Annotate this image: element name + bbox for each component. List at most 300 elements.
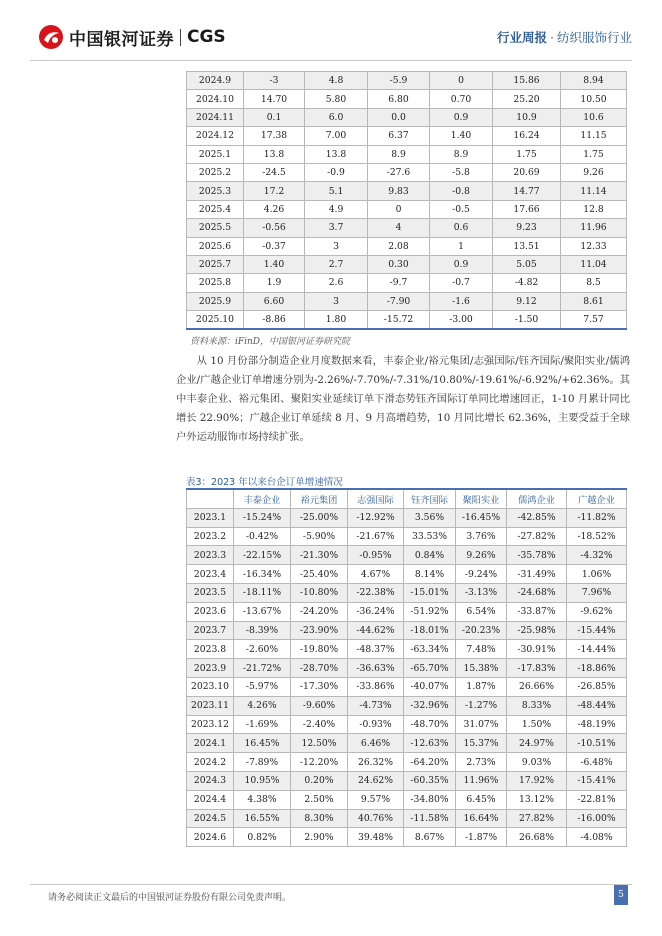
table-cell: 7.96% bbox=[567, 583, 627, 602]
table-cell: -18.52% bbox=[567, 527, 627, 546]
table-cell: 7.48% bbox=[456, 640, 507, 659]
table-cell: 1.87% bbox=[456, 677, 507, 696]
row-month-cell: 2025.4 bbox=[187, 200, 244, 218]
table-cell: -10.80% bbox=[291, 583, 348, 602]
logo-english-name: CGS bbox=[187, 27, 226, 47]
table-cell: 8.9 bbox=[430, 145, 493, 163]
table-cell: 12.8 bbox=[561, 200, 627, 218]
table-cell: -10.51% bbox=[567, 734, 627, 753]
table-cell: 1.9 bbox=[244, 274, 305, 292]
table-row bbox=[187, 200, 627, 218]
table-cell: -5.90% bbox=[291, 527, 348, 546]
table-cell: 1.40 bbox=[430, 127, 493, 145]
table-cell: 12.50% bbox=[291, 734, 348, 753]
column-header: 儒鸿企业 bbox=[507, 489, 567, 508]
table-cell: -8.39% bbox=[234, 621, 291, 640]
table-cell: 2.6 bbox=[305, 274, 368, 292]
table-cell: -64.20% bbox=[404, 753, 456, 772]
row-month-cell: 2025.2 bbox=[187, 163, 244, 181]
logo-divider bbox=[180, 29, 181, 46]
table-cell: 1.75 bbox=[493, 145, 561, 163]
table-cell: -21.67% bbox=[348, 527, 404, 546]
header-blank-cell bbox=[187, 489, 234, 508]
row-month-cell: 2023.1 bbox=[187, 508, 234, 527]
company-logo bbox=[38, 23, 226, 51]
table-cell: 2.08 bbox=[368, 237, 430, 255]
table-cell: -63.34% bbox=[404, 640, 456, 659]
table-cell: -0.7 bbox=[430, 274, 493, 292]
table-cell: 20.69 bbox=[493, 163, 561, 181]
table-cell: 6.45% bbox=[456, 790, 507, 809]
row-month-cell: 2025.1 bbox=[187, 145, 244, 163]
table-cell: 9.83 bbox=[368, 182, 430, 200]
industry-name: 纺织服饰行业 bbox=[556, 30, 632, 45]
table-cell: 4 bbox=[368, 219, 430, 237]
table-cell: -22.81% bbox=[567, 790, 627, 809]
analysis-paragraph: 从 10 月份部分制造企业月度数据来看，丰泰企业/裕元集团/志强国际/钰齐国际/聚阳实业/儒鸿企业/广越企业订单增速分别为-2.26%/-7.70%/-7.31%/10.80%/-19.61%/-6.92%/+62.36%。其中丰泰企业、裕元集团、聚阳实业延续订单下滑态势钰齐国际订单同比增速回正，1-10 月累计同比增长 22.90%；广越企业订单延续 8 月、9 月高增趋势，10 月同比增长 62.36%，主要受益于全球户外运动服饰市场持续扩张。 bbox=[176, 355, 630, 443]
table-row bbox=[187, 640, 627, 659]
table-cell: 8.5 bbox=[561, 274, 627, 292]
table-cell: 13.8 bbox=[244, 145, 305, 163]
table-cell: 6.0 bbox=[305, 108, 368, 126]
table-cell: -18.11% bbox=[234, 583, 291, 602]
table-cell: -36.24% bbox=[348, 602, 404, 621]
table-cell: 8.14% bbox=[404, 565, 456, 584]
table-row bbox=[187, 127, 627, 145]
table-cell: 9.26% bbox=[456, 546, 507, 565]
table-cell: -15.41% bbox=[567, 771, 627, 790]
table-cell: -1.50 bbox=[493, 311, 561, 330]
table-row bbox=[187, 72, 627, 90]
report-type: 行业周报 bbox=[496, 30, 547, 45]
table-cell: 10.6 bbox=[561, 108, 627, 126]
table-cell: 3.7 bbox=[305, 219, 368, 237]
table-cell: 8.33% bbox=[507, 696, 567, 715]
row-month-cell: 2023.10 bbox=[187, 677, 234, 696]
row-month-cell: 2024.11 bbox=[187, 108, 244, 126]
table-cell: -3 bbox=[244, 72, 305, 90]
table-cell: 14.77 bbox=[493, 182, 561, 200]
table-cell: -24.20% bbox=[291, 602, 348, 621]
table-cell: 27.82% bbox=[507, 809, 567, 828]
table-cell: 11.14 bbox=[561, 182, 627, 200]
table-cell: -16.45% bbox=[456, 508, 507, 527]
table-cell: 0 bbox=[368, 200, 430, 218]
table-cell: 8.94 bbox=[561, 72, 627, 90]
row-month-cell: 2024.6 bbox=[187, 828, 234, 847]
table-cell: 24.97% bbox=[507, 734, 567, 753]
table-cell: 6.80 bbox=[368, 90, 430, 108]
table-cell: 0.82% bbox=[234, 828, 291, 847]
table-cell: -12.92% bbox=[348, 508, 404, 527]
table-cell: 1.80 bbox=[305, 311, 368, 330]
table-cell: 13.8 bbox=[305, 145, 368, 163]
row-month-cell: 2024.9 bbox=[187, 72, 244, 90]
table-cell: -1.87% bbox=[456, 828, 507, 847]
table-cell: 26.32% bbox=[348, 753, 404, 772]
table-cell: -11.82% bbox=[567, 508, 627, 527]
table-caption: 表3：2023 年以来台企订单增速情况 bbox=[186, 477, 343, 488]
table-cell: 4.9 bbox=[305, 200, 368, 218]
table-cell: -1.6 bbox=[430, 292, 493, 310]
row-month-cell: 2025.9 bbox=[187, 292, 244, 310]
table-row bbox=[187, 753, 627, 772]
table-row bbox=[187, 108, 627, 126]
table-cell: 24.62% bbox=[348, 771, 404, 790]
table-cell: -3.13% bbox=[456, 583, 507, 602]
table-cell: 0.30 bbox=[368, 255, 430, 273]
table-cell: -0.95% bbox=[348, 546, 404, 565]
table-cell: -31.49% bbox=[507, 565, 567, 584]
table-cell: 25.20 bbox=[493, 90, 561, 108]
table-cell: 4.8 bbox=[305, 72, 368, 90]
table-cell: 0.20% bbox=[291, 771, 348, 790]
row-month-cell: 2023.12 bbox=[187, 715, 234, 734]
table-cell: -44.62% bbox=[348, 621, 404, 640]
table-cell: 6.37 bbox=[368, 127, 430, 145]
table-cell: 13.12% bbox=[507, 790, 567, 809]
table-cell: 40.76% bbox=[348, 809, 404, 828]
table-cell: 8.9 bbox=[368, 145, 430, 163]
table-cell: 2.50% bbox=[291, 790, 348, 809]
table-cell: -65.70% bbox=[404, 659, 456, 678]
table-cell: -15.24% bbox=[234, 508, 291, 527]
table-cell: -27.6 bbox=[368, 163, 430, 181]
logo-chinese-name: 中国银河证券 bbox=[69, 29, 174, 50]
table-cell: -24.68% bbox=[507, 583, 567, 602]
table-cell: -60.35% bbox=[404, 771, 456, 790]
table-cell: -21.72% bbox=[234, 659, 291, 678]
row-month-cell: 2025.10 bbox=[187, 311, 244, 330]
row-month-cell: 2025.3 bbox=[187, 182, 244, 200]
row-month-cell: 2025.7 bbox=[187, 255, 244, 273]
table-cell: 16.24 bbox=[493, 127, 561, 145]
table-cell: 3.76% bbox=[456, 527, 507, 546]
table-cell: 9.03% bbox=[507, 753, 567, 772]
table-cell: 12.33 bbox=[561, 237, 627, 255]
table-cell: -36.63% bbox=[348, 659, 404, 678]
table-cell: -42.85% bbox=[507, 508, 567, 527]
row-month-cell: 2023.4 bbox=[187, 565, 234, 584]
table-cell: 17.92% bbox=[507, 771, 567, 790]
table-cell: 15.86 bbox=[493, 72, 561, 90]
column-header: 裕元集团 bbox=[291, 489, 348, 508]
monthly-data-table bbox=[186, 71, 627, 330]
table-cell: 0.84% bbox=[404, 546, 456, 565]
table-cell: -33.86% bbox=[348, 677, 404, 696]
table-cell: -24.5 bbox=[244, 163, 305, 181]
table-cell: 0.9 bbox=[430, 255, 493, 273]
table-cell: -48.37% bbox=[348, 640, 404, 659]
table-row bbox=[187, 715, 627, 734]
table-cell: -9.60% bbox=[291, 696, 348, 715]
table-row bbox=[187, 565, 627, 584]
table-cell: 4.26 bbox=[244, 200, 305, 218]
table-row bbox=[187, 219, 627, 237]
table-cell: 2.7 bbox=[305, 255, 368, 273]
column-header: 钰齐国际 bbox=[404, 489, 456, 508]
table-row bbox=[187, 508, 627, 527]
table-cell: -51.92% bbox=[404, 602, 456, 621]
row-month-cell: 2024.5 bbox=[187, 809, 234, 828]
table-cell: -18.01% bbox=[404, 621, 456, 640]
row-month-cell: 2024.12 bbox=[187, 127, 244, 145]
row-month-cell: 2023.2 bbox=[187, 527, 234, 546]
table-cell: -22.38% bbox=[348, 583, 404, 602]
table-cell: 9.57% bbox=[348, 790, 404, 809]
table-cell: -30.91% bbox=[507, 640, 567, 659]
table-cell: -0.5 bbox=[430, 200, 493, 218]
header-divider bbox=[30, 60, 632, 61]
table-cell: 11.96 bbox=[561, 219, 627, 237]
row-month-cell: 2023.6 bbox=[187, 602, 234, 621]
table-row bbox=[187, 583, 627, 602]
table-cell: 8.67% bbox=[404, 828, 456, 847]
table-cell: -0.93% bbox=[348, 715, 404, 734]
table-cell: 9.23 bbox=[493, 219, 561, 237]
table-cell: -5.8 bbox=[430, 163, 493, 181]
table-cell: -15.44% bbox=[567, 621, 627, 640]
table-cell: -16.00% bbox=[567, 809, 627, 828]
table-cell: -12.20% bbox=[291, 753, 348, 772]
table-cell: 26.66% bbox=[507, 677, 567, 696]
table-cell: -2.40% bbox=[291, 715, 348, 734]
table-cell: 1.40 bbox=[244, 255, 305, 273]
table-cell: 31.07% bbox=[456, 715, 507, 734]
table-cell: 17.38 bbox=[244, 127, 305, 145]
table-cell: 39.48% bbox=[348, 828, 404, 847]
table-cell: -12.63% bbox=[404, 734, 456, 753]
table-cell: -1.27% bbox=[456, 696, 507, 715]
table-cell: -0.42% bbox=[234, 527, 291, 546]
table-cell: -48.70% bbox=[404, 715, 456, 734]
table-cell: -40.07% bbox=[404, 677, 456, 696]
column-header: 广越企业 bbox=[567, 489, 627, 508]
table-cell: -19.80% bbox=[291, 640, 348, 659]
cgs-logo-icon bbox=[38, 24, 64, 50]
table-row bbox=[187, 828, 627, 847]
row-month-cell: 2024.10 bbox=[187, 90, 244, 108]
table-row bbox=[187, 659, 627, 678]
table-cell: 10.95% bbox=[234, 771, 291, 790]
row-month-cell: 2023.8 bbox=[187, 640, 234, 659]
table-cell: 11.04 bbox=[561, 255, 627, 273]
table-cell: 15.38% bbox=[456, 659, 507, 678]
table-cell: 1.06% bbox=[567, 565, 627, 584]
table-cell: -8.86 bbox=[244, 311, 305, 330]
table-cell: -16.34% bbox=[234, 565, 291, 584]
table-cell: 1 bbox=[430, 237, 493, 255]
table-cell: -21.30% bbox=[291, 546, 348, 565]
table-cell: 33.53% bbox=[404, 527, 456, 546]
table-row bbox=[187, 602, 627, 621]
table-cell: 16.45% bbox=[234, 734, 291, 753]
table-cell: -3.00 bbox=[430, 311, 493, 330]
table-cell: 8.61 bbox=[561, 292, 627, 310]
report-category bbox=[497, 28, 632, 46]
table-cell: 3 bbox=[305, 292, 368, 310]
table-row bbox=[187, 696, 627, 715]
table-cell: -9.62% bbox=[567, 602, 627, 621]
table-cell: -5.9 bbox=[368, 72, 430, 90]
table-cell: 0.0 bbox=[368, 108, 430, 126]
table-cell: 2.73% bbox=[456, 753, 507, 772]
table-row bbox=[187, 621, 627, 640]
row-month-cell: 2023.7 bbox=[187, 621, 234, 640]
disclaimer-note: 请务必阅读正文最后的中国银河证券股份有限公司免责声明。 bbox=[48, 893, 292, 903]
table-row bbox=[187, 527, 627, 546]
monthly-data-table-body bbox=[187, 72, 627, 330]
data-source-note: 资料来源：iFinD，中国银河证券研究院 bbox=[190, 337, 351, 347]
table-cell: -9.24% bbox=[456, 565, 507, 584]
table-cell: 5.80 bbox=[305, 90, 368, 108]
table-cell: -20.23% bbox=[456, 621, 507, 640]
table-cell: 4.38% bbox=[234, 790, 291, 809]
table-cell: -22.15% bbox=[234, 546, 291, 565]
table-row bbox=[187, 255, 627, 273]
footer-divider bbox=[30, 884, 632, 885]
table-cell: 7.00 bbox=[305, 127, 368, 145]
table-cell: 9.12 bbox=[493, 292, 561, 310]
table-cell: 0 bbox=[430, 72, 493, 90]
table-cell: 8.30% bbox=[291, 809, 348, 828]
table-cell: 3 bbox=[305, 237, 368, 255]
table-cell: -18.86% bbox=[567, 659, 627, 678]
table-cell: -4.73% bbox=[348, 696, 404, 715]
row-month-cell: 2023.3 bbox=[187, 546, 234, 565]
table-cell: -32.96% bbox=[404, 696, 456, 715]
table-cell: -28.70% bbox=[291, 659, 348, 678]
table-cell: -0.8 bbox=[430, 182, 493, 200]
table-cell: -33.87% bbox=[507, 602, 567, 621]
table-cell: 16.64% bbox=[456, 809, 507, 828]
table-cell: -48.19% bbox=[567, 715, 627, 734]
table-cell: -34.80% bbox=[404, 790, 456, 809]
table-cell: 15.37% bbox=[456, 734, 507, 753]
table-cell: -0.37 bbox=[244, 237, 305, 255]
table-row bbox=[187, 771, 627, 790]
table-cell: 16.55% bbox=[234, 809, 291, 828]
table-cell: -27.82% bbox=[507, 527, 567, 546]
taiwan-orders-table-body bbox=[187, 508, 627, 846]
table-cell: -5.97% bbox=[234, 677, 291, 696]
row-month-cell: 2024.3 bbox=[187, 771, 234, 790]
column-header: 志强国际 bbox=[348, 489, 404, 508]
row-month-cell: 2023.9 bbox=[187, 659, 234, 678]
table-cell: -14.44% bbox=[567, 640, 627, 659]
table-cell: 13.51 bbox=[493, 237, 561, 255]
table-cell: -4.32% bbox=[567, 546, 627, 565]
table-cell: 2.90% bbox=[291, 828, 348, 847]
table-cell: 26.68% bbox=[507, 828, 567, 847]
table-cell: 11.96% bbox=[456, 771, 507, 790]
row-month-cell: 2024.4 bbox=[187, 790, 234, 809]
table-row bbox=[187, 809, 627, 828]
table-cell: -0.9 bbox=[305, 163, 368, 181]
table-row bbox=[187, 734, 627, 753]
table-cell: -11.58% bbox=[404, 809, 456, 828]
table-cell: 4.67% bbox=[348, 565, 404, 584]
table-row bbox=[187, 163, 627, 181]
table-cell: 5.1 bbox=[305, 182, 368, 200]
table-cell: 6.60 bbox=[244, 292, 305, 310]
table-cell: -35.78% bbox=[507, 546, 567, 565]
row-month-cell: 2025.5 bbox=[187, 219, 244, 237]
column-header: 聚阳实业 bbox=[456, 489, 507, 508]
row-month-cell: 2024.1 bbox=[187, 734, 234, 753]
table-row bbox=[187, 677, 627, 696]
table-cell: -1.69% bbox=[234, 715, 291, 734]
table-cell: -17.83% bbox=[507, 659, 567, 678]
row-month-cell: 2025.6 bbox=[187, 237, 244, 255]
table-cell: 17.2 bbox=[244, 182, 305, 200]
table-cell: -26.85% bbox=[567, 677, 627, 696]
table-cell: -9.7 bbox=[368, 274, 430, 292]
table-cell: -23.90% bbox=[291, 621, 348, 640]
table-cell: -25.40% bbox=[291, 565, 348, 584]
page-header bbox=[0, 0, 662, 62]
taiwan-orders-table bbox=[186, 488, 627, 847]
table-cell: -4.82 bbox=[493, 274, 561, 292]
row-month-cell: 2025.8 bbox=[187, 274, 244, 292]
table-cell: -2.60% bbox=[234, 640, 291, 659]
table-row bbox=[187, 182, 627, 200]
table-cell: -13.67% bbox=[234, 602, 291, 621]
table-row bbox=[187, 145, 627, 163]
column-header: 丰泰企业 bbox=[234, 489, 291, 508]
table-cell: 0.1 bbox=[244, 108, 305, 126]
table-row bbox=[187, 237, 627, 255]
table-cell: -7.90 bbox=[368, 292, 430, 310]
row-month-cell: 2024.2 bbox=[187, 753, 234, 772]
table-cell: -48.44% bbox=[567, 696, 627, 715]
table-row bbox=[187, 292, 627, 310]
table-cell: -25.00% bbox=[291, 508, 348, 527]
row-month-cell: 2023.11 bbox=[187, 696, 234, 715]
table-row bbox=[187, 274, 627, 292]
page-number: 5 bbox=[614, 885, 628, 905]
table-row bbox=[187, 546, 627, 565]
table-cell: 10.9 bbox=[493, 108, 561, 126]
table-cell: 0.6 bbox=[430, 219, 493, 237]
table-row bbox=[187, 90, 627, 108]
table-cell: 11.15 bbox=[561, 127, 627, 145]
table-cell: 5.05 bbox=[493, 255, 561, 273]
table-cell: 4.26% bbox=[234, 696, 291, 715]
category-separator: · bbox=[550, 30, 554, 45]
table-row bbox=[187, 790, 627, 809]
table-cell: -17.30% bbox=[291, 677, 348, 696]
table-cell: 7.57 bbox=[561, 311, 627, 330]
table-cell: 14.70 bbox=[244, 90, 305, 108]
table-cell: -7.89% bbox=[234, 753, 291, 772]
table-row bbox=[187, 311, 627, 330]
table-cell: 9.26 bbox=[561, 163, 627, 181]
table-cell: 1.50% bbox=[507, 715, 567, 734]
table-cell: 10.50 bbox=[561, 90, 627, 108]
table-cell: 3.56% bbox=[404, 508, 456, 527]
table-header-row bbox=[187, 489, 627, 508]
table-cell: -6.48% bbox=[567, 753, 627, 772]
table-cell: -4.08% bbox=[567, 828, 627, 847]
table-cell: 1.75 bbox=[561, 145, 627, 163]
table-cell: -15.72 bbox=[368, 311, 430, 330]
table-cell: 6.46% bbox=[348, 734, 404, 753]
table-cell: 0.9 bbox=[430, 108, 493, 126]
table-cell: -25.98% bbox=[507, 621, 567, 640]
table-cell: 17.66 bbox=[493, 200, 561, 218]
table-cell: -15.01% bbox=[404, 583, 456, 602]
